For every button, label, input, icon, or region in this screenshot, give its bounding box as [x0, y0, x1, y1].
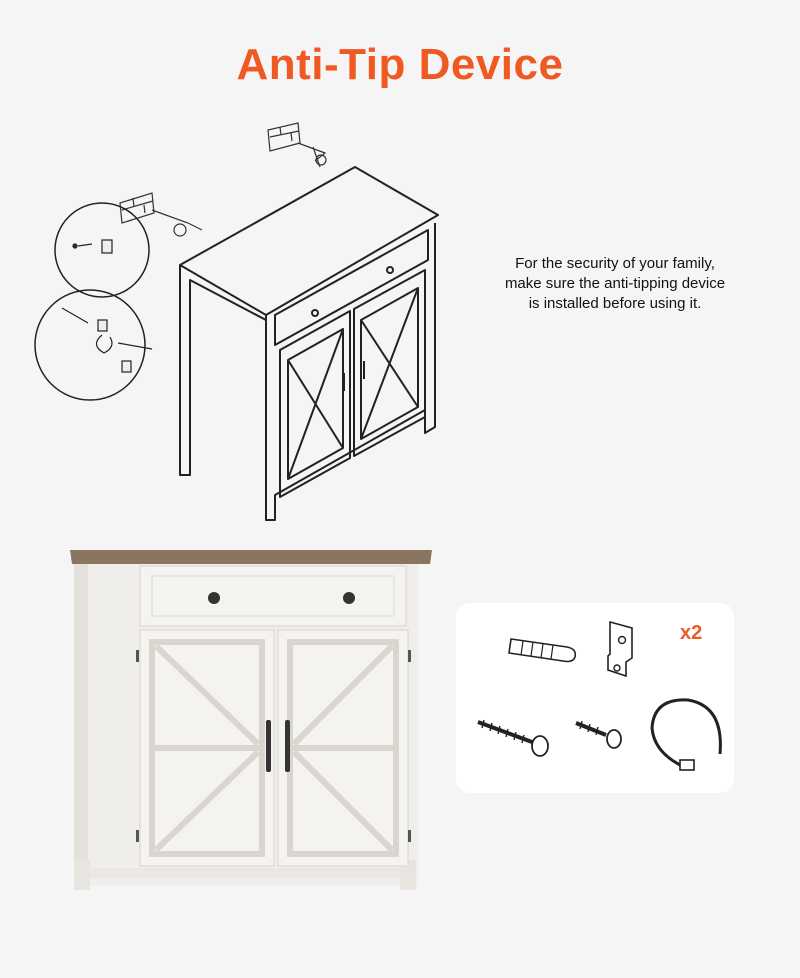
- bracket-icon: [600, 618, 640, 680]
- safety-notice: [470, 254, 760, 314]
- cabinet-photo: [60, 540, 440, 900]
- quantity-label: x2: [680, 622, 703, 644]
- page-title: Anti-Tip Device: [236, 40, 564, 89]
- notice-line-3: is installed before using it.: [528, 295, 702, 312]
- notice-line-2: make sure the anti-tipping device: [504, 275, 726, 292]
- installation-diagram: [30, 115, 450, 535]
- strap-icon: [640, 692, 730, 782]
- anchor-icon: [505, 625, 585, 675]
- long-screw-icon: [474, 712, 554, 762]
- short-screw-icon: [572, 715, 627, 753]
- notice-line-1: For the security of your family,: [515, 255, 715, 272]
